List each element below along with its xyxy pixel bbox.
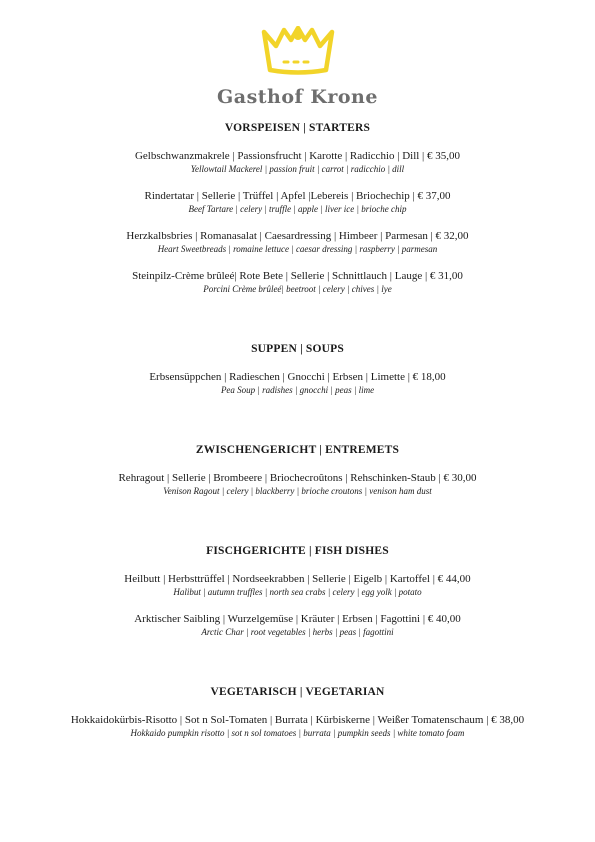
dish-name-en: Yellowtail Mackerel | passion fruit | carrot | radicchio | dill — [190, 164, 405, 174]
dish-name-de: Arktischer Saibling | Wurzelgemüse | Kräuter | Erbsen | Fagottini | € 40,00 — [134, 613, 461, 625]
dish-name-de: Rindertatar | Sellerie | Trüffel | Apfel |Lebereis | Briochechip | € 37,00 — [144, 190, 451, 202]
section-title: ZWISCHENGERICHT | ENTREMETS — [195, 444, 400, 456]
section-title: FISCHGERICHTE | FISH DISHES — [206, 545, 389, 557]
dish-name-en: Halibut | autumn truffles | north sea crabs | celery | egg yolk | potato — [173, 587, 422, 597]
dish-name-en: Hokkaido pumpkin risotto | sot n sol tomatoes | burrata | pumpkin seeds | white tomato foam — [130, 728, 465, 738]
dish-name-en: Arctic Char | root vegetables | herbs | peas | fagottini — [201, 627, 394, 637]
section-starters — [0, 121, 595, 296]
dish-item — [0, 370, 595, 397]
section-title: SUPPEN | SOUPS — [251, 343, 344, 355]
dish-name-en: Heart Sweetbreads | romaine lettuce | caesar dressing | raspberry | parmesan — [157, 244, 438, 254]
dish-item — [0, 149, 595, 176]
dish-item — [0, 471, 595, 498]
dish-name-de: Rehragout | Sellerie | Brombeere | Briochecroûtons | Rehschinken-Staub | € 30,00 — [118, 472, 477, 484]
section-title: VORSPEISEN | STARTERS — [224, 122, 371, 134]
dish-name-en: Venison Ragout | celery | blackberry | brioche croutons | venison ham dust — [163, 486, 432, 496]
restaurant-logo — [0, 26, 595, 76]
dish-item — [0, 612, 595, 639]
section-vegetarian — [0, 685, 595, 740]
dish-name-en: Porcini Crème brûleé| beetroot | celery | chives | lye — [203, 284, 392, 294]
dish-name-de: Herzkalbsbries | Romanasalat | Caesardressing | Himbeer | Parmesan | € 32,00 — [126, 230, 469, 242]
dish-name-de: Hokkaidokürbis-Risotto | Sot n Sol-Tomaten | Burrata | Kürbiskerne | Weißer Tomatenschaum | € 38,00 — [70, 714, 525, 726]
dish-name-de: Steinpilz-Crème brûleé| Rote Bete | Sellerie | Schnittlauch | Lauge | € 31,00 — [132, 270, 463, 282]
dish-item — [0, 229, 595, 256]
section-soups — [0, 342, 595, 397]
dish-item — [0, 269, 595, 296]
section-title: VEGETARISCH | VEGETARIAN — [210, 686, 385, 698]
dish-item — [0, 713, 595, 740]
dish-name-de: Heilbutt | Herbsttrüffel | Nordseekrabben | Sellerie | Eigelb | Kartoffel | € 44,00 — [124, 573, 471, 585]
crown-icon — [260, 26, 336, 76]
section-fish-dishes — [0, 544, 595, 639]
dish-name-de: Gelbschwanzmakrele | Passionsfrucht | Karotte | Radicchio | Dill | € 35,00 — [134, 150, 461, 162]
restaurant-name: Gasthof Krone — [217, 86, 378, 108]
menu — [0, 121, 595, 740]
dish-item — [0, 572, 595, 599]
dish-name-en: Pea Soup | radishes | gnocchi | peas | lime — [220, 385, 375, 395]
section-entremets — [0, 443, 595, 498]
dish-item — [0, 189, 595, 216]
dish-name-de: Erbsensüppchen | Radieschen | Gnocchi | Erbsen | Limette | € 18,00 — [149, 371, 446, 383]
dish-name-en: Beef Tartare | celery | truffle | apple | liver ice | brioche chip — [188, 204, 407, 214]
